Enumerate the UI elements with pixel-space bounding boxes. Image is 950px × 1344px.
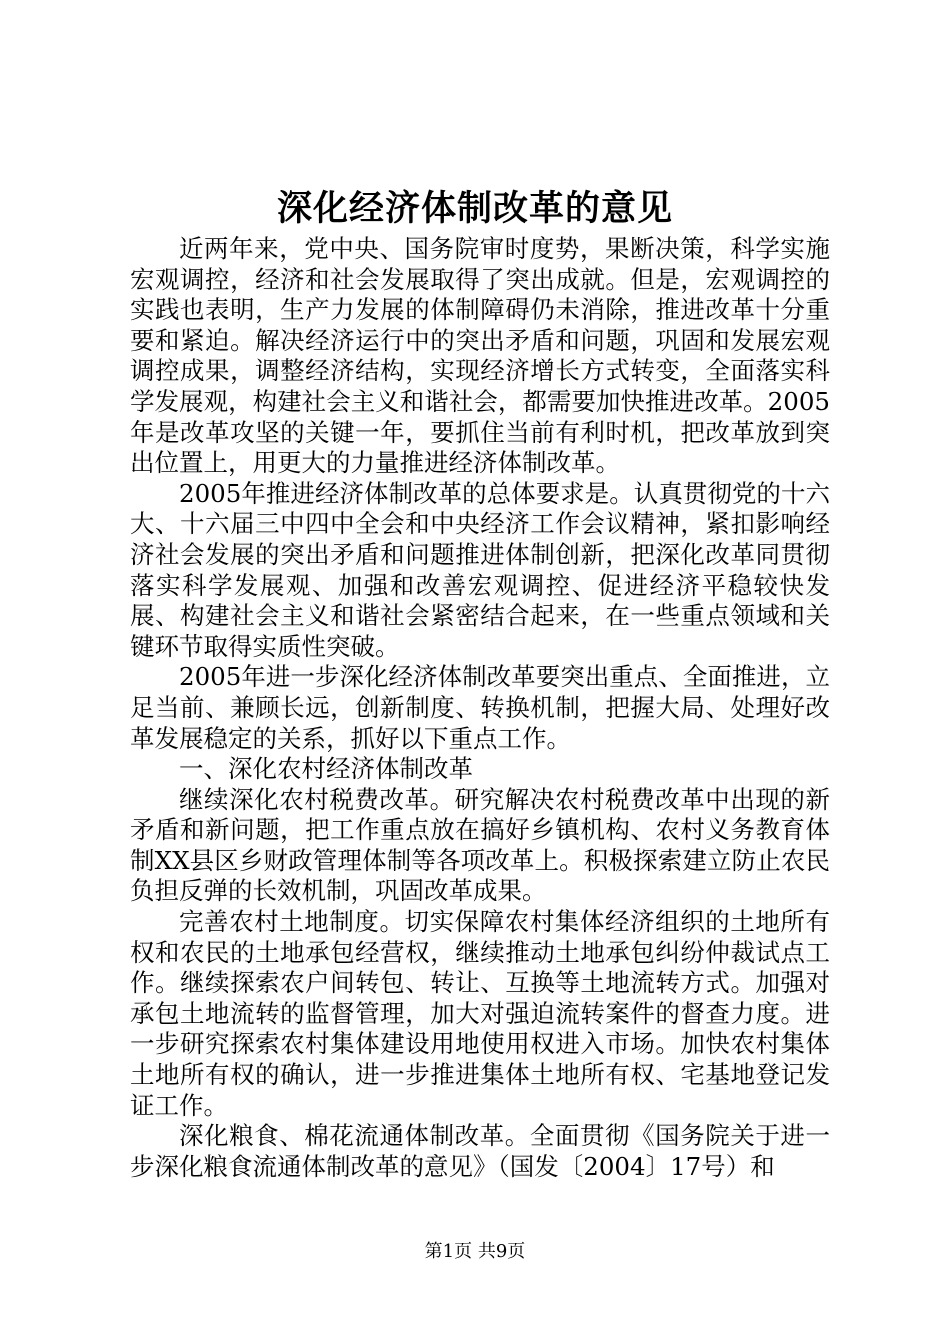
document-body: [130, 234, 830, 1182]
page-number: 第1页 共9页: [424, 1241, 526, 1262]
paragraph-intro: 近两年来，党中央、国务院审时度势，果断决策，科学实施宏观调控，经济和社会发展取得了突出成就。但是，宏观调控的实践也表明，生产力发展的体制障碍仍未消除，推进改革十分重要和紧迫。解决经济运行中的突出矛盾和问题，巩固和发展宏观调控成果，调整经济结构，实现经济增长方式转变，全面落实科学发展观，构建社会主义和谐社会，都需要加快推进改革。2005年是改革攻坚的关键一年，要抓住当前有利时机，把改革放到突出位置上，用更大的力量推进经济体制改革。: [130, 234, 830, 478]
paragraph-general-requirements: 2005年推进经济体制改革的总体要求是。认真贯彻党的十六大、十六届三中四中全会和中央经济工作会议精神，紧扣影响经济社会发展的突出矛盾和问题推进体制创新，把深化改革同贯彻落实科学发展观、加强和改善宏观调控、促进经济平稳较快发展、构建社会主义和谐社会紧密结合起来，在一些重点领域和关键环节取得实质性突破。: [130, 478, 830, 661]
paragraph-rural-tax-reform: 继续深化农村税费改革。研究解决农村税费改革中出现的新矛盾和新问题，把工作重点放在搞好乡镇机构、农村义务教育体制XX县区乡财政管理体制等各项改革上。积极探索建立防止农民负担反弹的长效机制，巩固改革成果。: [130, 784, 830, 906]
paragraph-rural-land-system: 完善农村土地制度。切实保障农村集体经济组织的土地所有权和农民的土地承包经营权，继续推动土地承包纠纷仲裁试点工作。继续探索农户间转包、转让、互换等土地流转方式。加强对承包土地流转的监督管理，加大对强迫流转案件的督查力度。进一步研究探索农村集体建设用地使用权进入市场。加快农村集体土地所有权的确认，进一步推进集体土地所有权、宅基地登记发证工作。: [130, 907, 830, 1120]
paragraph-key-work: 2005年进一步深化经济体制改革要突出重点、全面推进，立足当前、兼顾长远，创新制度、转换机制，把握大局、处理好改革发展稳定的关系，抓好以下重点工作。: [130, 662, 830, 753]
paragraph-grain-cotton-circulation: 深化粮食、棉花流通体制改革。全面贯彻《国务院关于进一步深化粮食流通体制改革的意见》（国发〔2004〕17号）和: [130, 1121, 830, 1181]
document-title: 深化经济体制改革的意见: [276, 188, 673, 229]
section-heading-rural-reform: 一、深化农村经济体制改革: [179, 754, 473, 784]
